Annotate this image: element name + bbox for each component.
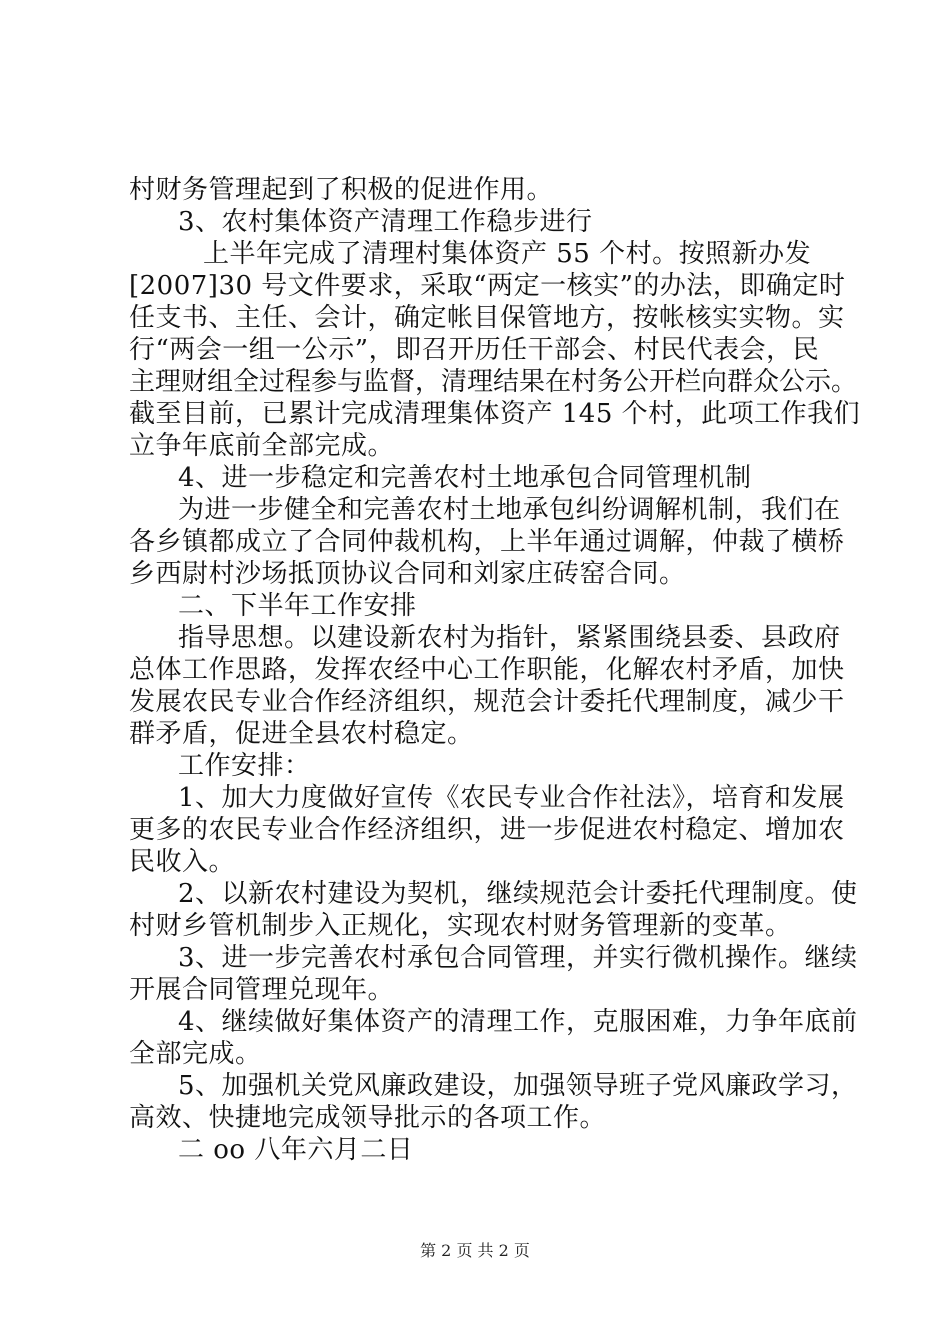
text-line: 开展合同管理兑现年。 [129,975,395,1005]
list-item: 5、加强机关党风廉政建设，加强领导班子党风廉政学习， [178,1071,858,1101]
section-heading: 3、农村集体资产清理工作稳步进行 [178,207,593,237]
text-line: 高效、快捷地完成领导批示的各项工作。 [129,1103,607,1133]
list-item: 2、以新农村建设为契机，继续规范会计委托代理制度。使 [178,879,858,909]
text-line: 乡西尉村沙场抵顶协议合同和刘家庄砖窑合同。 [129,559,686,589]
section-heading: 二、下半年工作安排 [178,591,417,621]
text-line: 任支书、主任、会计，确定帐目保管地方，按帐核实实物。实 [129,303,845,333]
text-line: 行“两会一组一公示”，即召开历任干部会、村民代表会，民 [129,335,820,365]
list-item: 4、继续做好集体资产的清理工作，克服困难，力争年底前 [178,1007,858,1037]
text-line: 更多的农民专业合作经济组织，进一步促进农村稳定、增加农 [129,815,845,845]
text-line: 群矛盾，促进全县农村稳定。 [129,719,474,749]
text-line: [2007]30 号文件要求，采取“两定一核实”的办法，即确定时 [129,271,846,301]
text-line: 截至目前，已累计完成清理集体资产 145 个村，此项工作我们 [129,399,861,429]
text-line: 民收入。 [129,847,236,877]
text-line: 村财乡管机制步入正规化，实现农村财务管理新的变革。 [129,911,792,941]
text-line: 主理财组全过程参与监督，清理结果在村务公开栏向群众公示。 [129,367,858,397]
section-heading: 工作安排： [178,751,311,781]
document-date: 二 oo 八年六月二日 [178,1135,414,1165]
text-line: 立争年底前全部完成。 [129,431,395,461]
text-line: 各乡镇都成立了合同仲裁机构，上半年通过调解，仲裁了横桥 [129,527,845,557]
text-line: 指导思想。以建设新农村为指针，紧紧围绕县委、县政府 [178,623,841,653]
text-line: 上半年完成了清理村集体资产 55 个村。按照新办发 [203,239,812,269]
text-line: 全部完成。 [129,1039,262,1069]
list-item: 3、进一步完善农村承包合同管理，并实行微机操作。继续 [178,943,858,973]
text-line: 为进一步健全和完善农村土地承包纠纷调解机制，我们在 [178,495,841,525]
text-line: 总体工作思路，发挥农经中心工作职能，化解农村矛盾，加快 [129,655,845,685]
text-line: 村财务管理起到了积极的促进作用。 [129,175,554,205]
list-item: 1、加大力度做好宣传《农民专业合作社法》，培育和发展 [178,783,845,813]
text-line: 发展农民专业合作经济组织，规范会计委托代理制度，减少干 [129,687,845,717]
page-number-footer: 第 2 页 共 2 页 [420,1241,530,1260]
section-heading: 4、进一步稳定和完善农村土地承包合同管理机制 [178,463,752,493]
